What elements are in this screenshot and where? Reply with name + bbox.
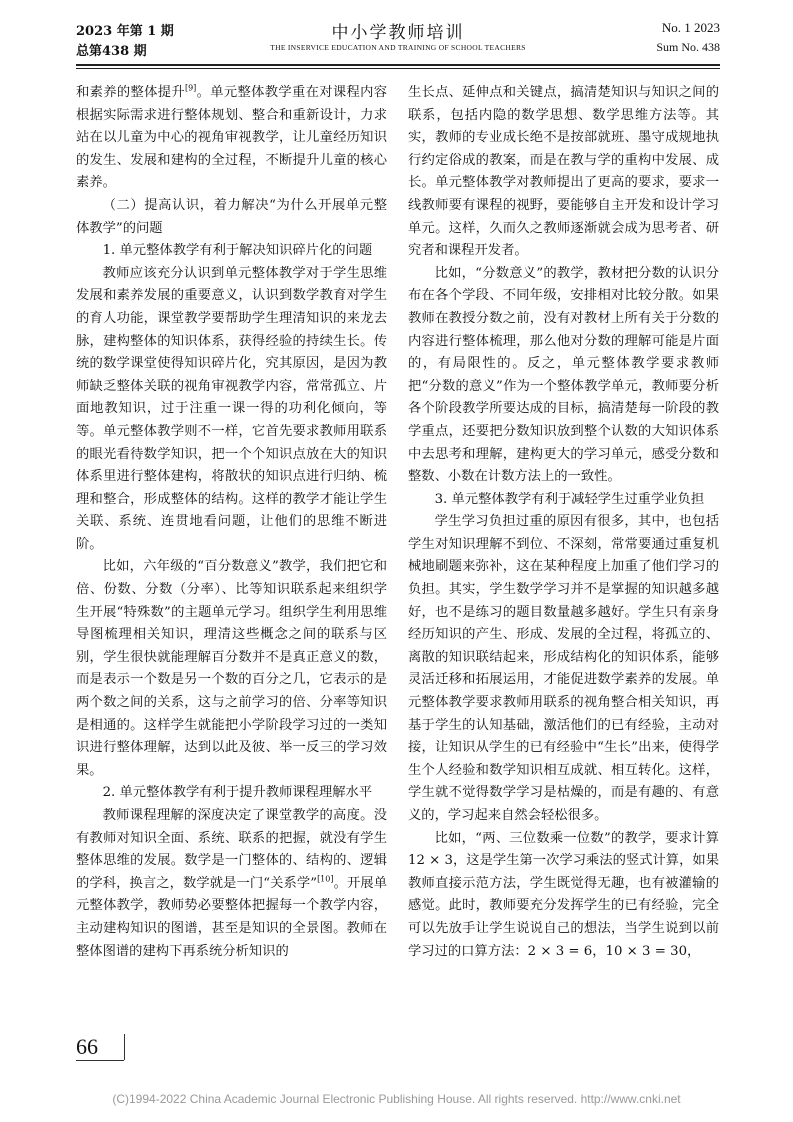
paragraph: 比如，“两、三位数乘一位数”的教学，要求计算 12 × 3，这是学生第一次学习乘法的竖式计算，如果教师直接示范方法，学生既觉得无趣，也有被灌输的感觉。此时，教师要充分发挥学生的已有经验，完全可以先放手让学生说说自己的想法，当学生说到以前学习过的口算方法：2 × 3 = 6，10 × 3 = 30， <box>408 830 719 959</box>
copyright-footer: (C)1994-2022 China Academic Journal Electronic Publishing House. All rights reserved. http://www.cnki.net <box>112 1092 681 1106</box>
subsection-heading: 2. 单元整体教学有利于提升教师课程理解水平 <box>102 785 373 801</box>
page-number: 66 <box>76 1034 98 1059</box>
page-number-rule <box>76 1060 124 1061</box>
paragraph: 生长点、延伸点和关键点，搞清楚知识与知识之间的联系，包括内隐的数学思想、数学思维方法等。其实，教师的专业成长绝不是按部就班、墨守成规地执行约定俗成的教案，而是在教与学的重构中发展、成长。单元整体教学对教师提出了更高的要求，要求一线教师要有课程的视野，要能够自主开发和设计学习单元。这样，久而久之教师逐渐就会成为思考者、研究者和课程开发者。 <box>408 85 719 259</box>
subsection-heading: 3. 单元整体教学有利于减轻学生过重学业负担 <box>434 491 705 507</box>
total-issue-en: Sum No. 438 <box>656 40 720 54</box>
paragraph: 比如，“分数意义”的教学，教材把分数的认识分布在各个学段、不同年级，安排相对比较分散。如果教师在教授分数之前，没有对教材上所有关于分数的内容进行整体梳理，那么他对分数的理解可能是片面的，有局限性的。反之，单元整体教学要求教师把“分数的意义”作为一个整体教学单元，教师要分析各个阶段教学所要达成的目标，搞清楚每一阶段的教学重点，还要把分数知识放到整个认数的大知识体系中去思考和理解，建构更大的学习单元，感受分数和整数、小数在计数方法上的一致性。 <box>408 265 719 485</box>
paragraph: 教师应该充分认识到单元整体教学对于学生思维发展和素养发展的重要意义，认识到数学教育对学生的育人功能，课堂教学要帮助学生理清知识的来龙去脉，建构整体的知识体系，获得经验的持续生长。传统的数学课堂使得知识碎片化，究其原因，是因为教师缺乏整体关联的视角审视教学内容，常常孤立、片面地教知识，过于注重一课一得的功利化倾向，等等。单元整体教学则不一样，它首先要求教师用联系的眼光看待数学知识，把一个个知识点放在大的知识体系里进行整体建构，将散状的知识点进行归纳、梳理和整合，形成整体的结构。这样的教学才能让学生关联、系统、连贯地看问题，让他们的思维不断进阶。 <box>76 265 387 552</box>
paragraph: 学生学习负担过重的原因有很多，其中，也包括学生对知识理解不到位、不深刻，常常要通过重复机械地刷题来弥补，这在某种程度上加重了他们学习的负担。其实，学生数学学习并不是掌握的知识越多越好，也不是练习的题目数量越多越好。学生只有亲身经历知识的产生、形成、发展的全过程，将孤立的、离散的知识联结起来，形成结构化的知识体系，能够灵活迁移和拓展运用，才能促进数学素养的发展。单元整体教学要求教师用联系的视角整合相关知识，再基于学生的认知基础，激活他们的已有经验，主动对接，让知识从学生的已有经验中“生长”出来，使得学生个人经验和数学知识相互成就、相互转化。这样，学生就不觉得数学学习是枯燥的，而是有趣的、有意义的，学习起来自然会轻松很多。 <box>408 514 719 823</box>
paragraph: 比如，六年级的“百分数意义”教学，我们把它和倍、份数、分数（分率）、比等知识联系起来组织学生开展“特殊数”的主题单元学习。组织学生利用思维导图梳理相关知识，理清这些概念之间的联系与区别，学生很快就能理解百分数并不是真正意义的数，而是表示一个数是另一个数的百分之几，它表示的是两个数之间的关系，这与之前学习的倍、分率等知识是相通的。这样学生就能把小学阶段学习过的一类知识进行整体理解，达到以此及彼、举一反三的学习效果。 <box>76 559 387 778</box>
section-heading: （二）提高认识，着力解决“为什么开展单元整体教学”的问题 <box>76 197 387 236</box>
page-number-divider <box>124 1034 125 1060</box>
header-rule-thin <box>76 68 720 69</box>
left-column <box>76 82 387 963</box>
page-header <box>76 18 720 62</box>
issue-cn: 2023 年第 1 期 <box>76 24 174 39</box>
total-issue-cn: 总第438 期 <box>76 44 147 59</box>
citation-ref[interactable]: [9] <box>184 83 197 93</box>
journal-title-cn: 中小学教师培训 <box>331 23 465 43</box>
paragraph: 教师课程理解的深度决定了课堂教学的高度。没有教师对知识全面、系统、联系的把握，就没有学生整体思维的发展。数学是一门整体的、结构的、逻辑的学科，换言之，数学就是一门“关系学”[10]。开展单元整体教学，教师势必要整体把握每一个教学内容，主动建构知识的图谱，甚至是知识的全景图。教师在整体图谱的建构下再系统分析知识的 <box>76 808 387 959</box>
right-column <box>408 82 719 963</box>
header-rule-thick <box>76 64 720 66</box>
issue-en: No. 1 2023 <box>661 20 720 35</box>
subsection-heading: 1. 单元整体教学有利于解决知识碎片化的问题 <box>102 243 373 259</box>
paragraph: 和素养的整体提升[9]。单元整体教学重在对课程内容根据实际需求进行整体规划、整合和重新设计，力求站在以儿童为中心的视角审视教学，让儿童经历知识的发生、发展和建构的全过程，不断提升儿童的核心素养。 <box>76 83 388 191</box>
journal-title-en: THE INSERVICE EDUCATION AND TRAINING OF SCHOOL TEACHERS <box>270 43 526 52</box>
citation-ref[interactable]: [10] <box>317 874 334 884</box>
